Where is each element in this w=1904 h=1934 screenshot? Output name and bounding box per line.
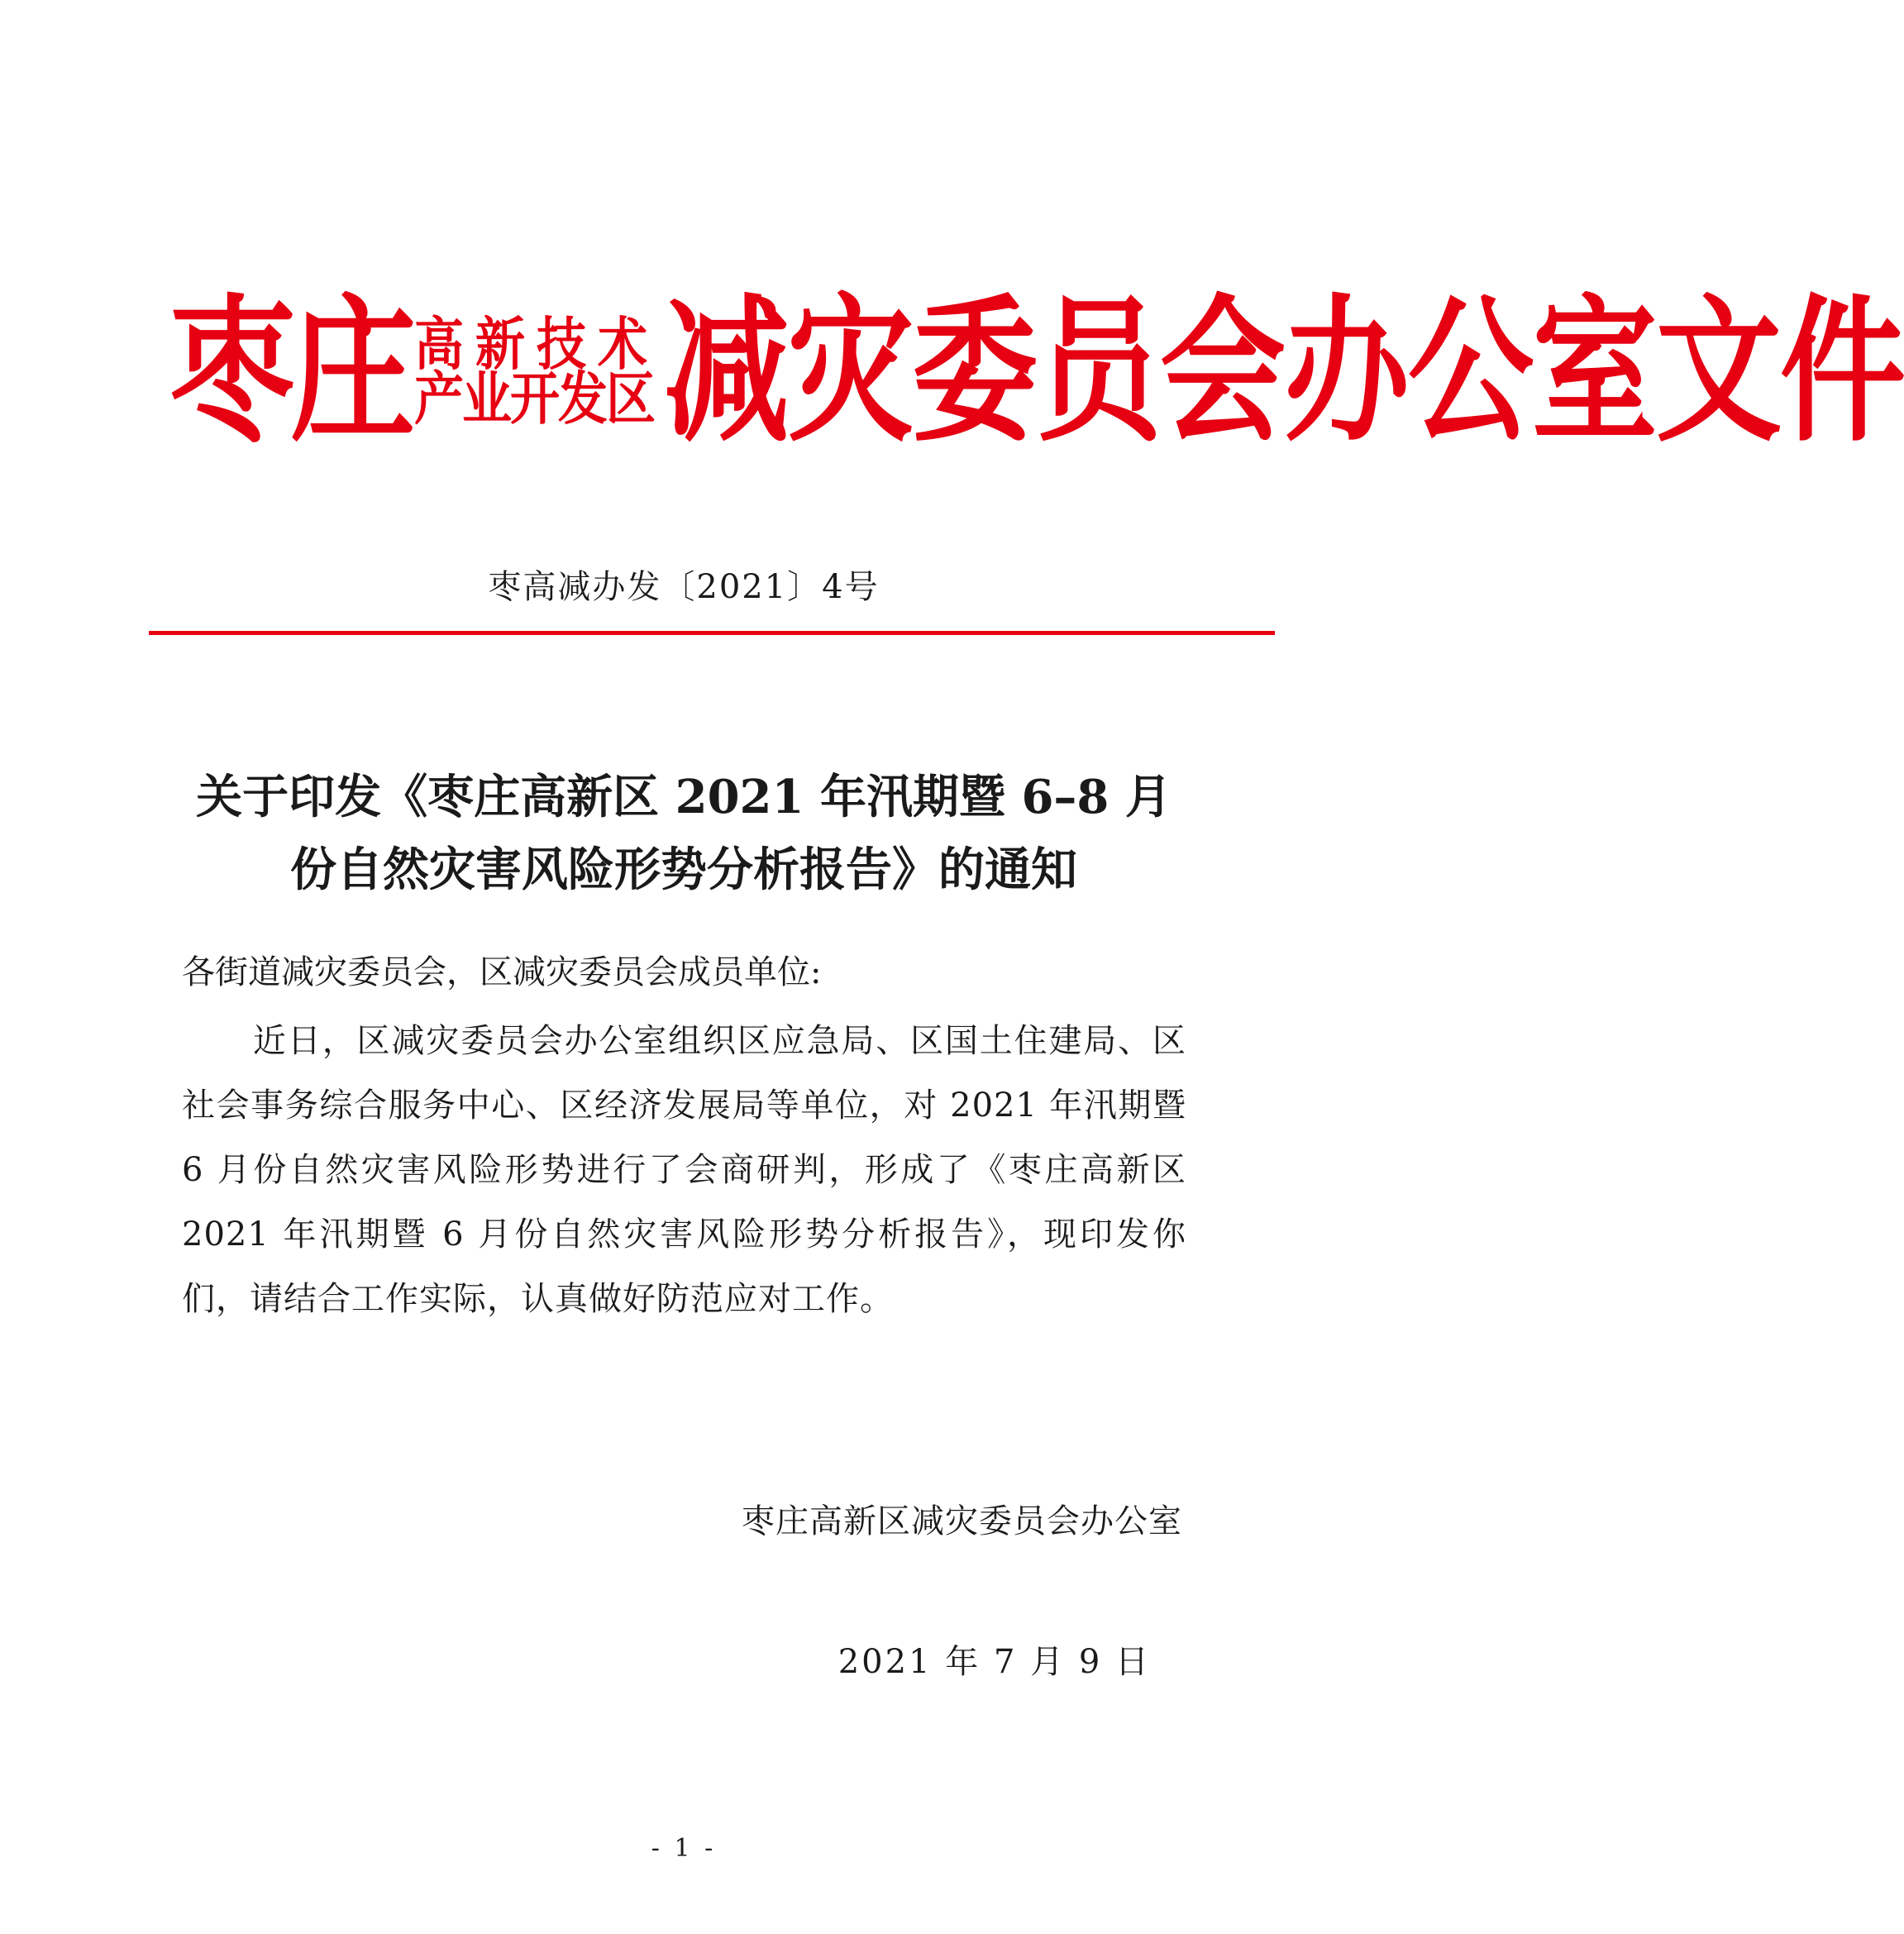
red-divider-rule: [149, 631, 1275, 635]
signature-issuer: 枣庄高新区减灾委员会办公室: [742, 1502, 1182, 1540]
signature-date: 2021 年 7 月 9 日: [837, 1643, 1151, 1681]
page-number: - 1 -: [651, 1834, 717, 1863]
masthead-left: 枣庄: [169, 279, 411, 463]
masthead-stack-top: 高新技术: [414, 311, 659, 379]
document-title: [165, 761, 1202, 906]
title-line-2: 份自然灾害风险形势分析报告》的通知: [290, 843, 1077, 897]
masthead-stack-bottom: 产业开发区: [414, 365, 654, 433]
masthead: [169, 277, 1904, 467]
body-paragraph: 近日，区减灾委员会办公室组织区应急局、区国土住建局、区社会事务综合服务中心、区经济发展局等单位，对 2021 年汛期暨 6 月份自然灾害风险形势进行了会商研判，形成了《枣庄高新区 2021 年汛期暨 6 月份自然灾害风险形势分析报告》，现印发你们，请结合工作实际，认真做好防范应对工作。: [182, 1022, 1186, 1318]
document-number: 枣高减办发〔2021〕4号: [488, 568, 880, 606]
masthead-stack: [414, 311, 659, 433]
masthead-right: 减灾委员会办公室文件: [664, 279, 1904, 463]
title-line-1: 关于印发《枣庄高新区 2021 年汛期暨 6–8 月: [196, 770, 1172, 824]
salutation: 各街道减灾委员会，区减灾委员会成员单位:: [182, 953, 822, 991]
